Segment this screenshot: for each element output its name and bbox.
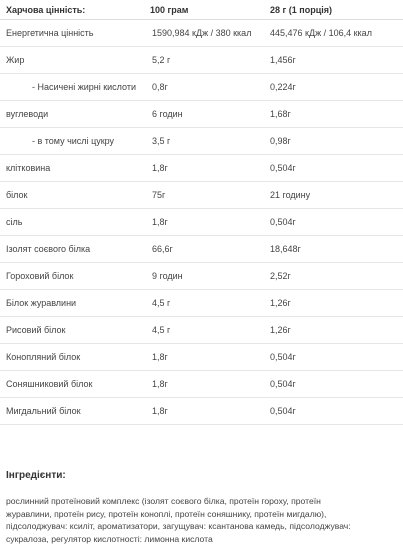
value-per-100g: 1,8г (144, 371, 264, 398)
value-per-serving: 18,648г (264, 236, 403, 263)
nutrient-name: Рисовий білок (0, 317, 144, 344)
value-per-100g: 1,8г (144, 209, 264, 236)
value-per-100g: 1,8г (144, 398, 264, 425)
value-per-serving: 1,68г (264, 101, 403, 128)
table-row (0, 236, 403, 263)
value-per-100g: 1590,984 кДж / 380 ккал (144, 20, 264, 47)
value-per-100g: 9 годин (144, 263, 264, 290)
ingredients-line: рослинний протеїновий комплекс (ізолят соєвого білка, протеїн гороху, протеїн (6, 496, 321, 506)
table-row (0, 128, 403, 155)
nutrient-name: сіль (0, 209, 144, 236)
table-row (0, 74, 403, 101)
value-per-serving: 2,52г (264, 263, 403, 290)
value-per-100g: 1,8г (144, 344, 264, 371)
ingredients-section (6, 470, 398, 545)
value-per-serving: 0,224г (264, 74, 403, 101)
header-nutrition: Харчова цінність: (0, 0, 144, 20)
table-row (0, 263, 403, 290)
value-per-serving: 0,504г (264, 398, 403, 425)
nutrient-name: вуглеводи (0, 101, 144, 128)
value-per-100g: 75г (144, 182, 264, 209)
nutrient-name: Конопляний білок (0, 344, 144, 371)
value-per-100g: 4,5 г (144, 317, 264, 344)
value-per-100g: 6 годин (144, 101, 264, 128)
table-row (0, 101, 403, 128)
table-header-row (0, 0, 403, 20)
value-per-100g: 5,2 г (144, 47, 264, 74)
nutrient-name: Енергетична цінність (0, 20, 144, 47)
nutrient-name: - в тому числі цукру (0, 128, 144, 155)
table-row (0, 371, 403, 398)
value-per-100g: 0,8г (144, 74, 264, 101)
value-per-serving: 1,26г (264, 290, 403, 317)
header-per-100g: 100 грам (144, 0, 264, 20)
ingredients-line: сукралоза, регулятор кислотності: лимонна кислота (6, 533, 213, 544)
table-row (0, 182, 403, 209)
table-row (0, 209, 403, 236)
nutrient-name: - Насичені жирні кислоти (0, 74, 144, 101)
value-per-serving: 0,504г (264, 344, 403, 371)
value-per-100g: 66,6г (144, 236, 264, 263)
nutrient-name: Мигдальний білок (0, 398, 144, 425)
table-row (0, 290, 403, 317)
ingredients-text (6, 495, 398, 545)
nutrient-name: Жир (0, 47, 144, 74)
value-per-serving: 0,98г (264, 128, 403, 155)
nutrient-name: Соняшниковий білок (0, 371, 144, 398)
value-per-serving: 445,476 кДж / 106,4 ккал (264, 20, 403, 47)
ingredients-line: підсолоджувач: ксиліт, ароматизатори, загущувач: ксантанова камедь, підсолоджувач: (6, 521, 351, 532)
value-per-100g: 1,8г (144, 155, 264, 182)
value-per-serving: 0,504г (264, 209, 403, 236)
nutrient-name: Ізолят соєвого білка (0, 236, 144, 263)
table-row (0, 20, 403, 47)
ingredients-line: журавлини, протеїн рису, протеїн коноплі, протеїн соняшнику, протеїн мигдалю), (6, 508, 327, 519)
value-per-serving: 0,504г (264, 371, 403, 398)
nutrient-name: Гороховий білок (0, 263, 144, 290)
value-per-serving: 21 годину (264, 182, 403, 209)
value-per-serving: 1,456г (264, 47, 403, 74)
value-per-serving: 1,26г (264, 317, 403, 344)
table-row (0, 47, 403, 74)
nutrient-name: клітковина (0, 155, 144, 182)
value-per-100g: 3,5 г (144, 128, 264, 155)
table-row (0, 155, 403, 182)
ingredients-title: Інгредієнти: (6, 470, 66, 481)
nutrient-name: Білок журавлини (0, 290, 144, 317)
header-per-serving: 28 г (1 порція) (264, 0, 403, 20)
value-per-serving: 0,504г (264, 155, 403, 182)
table-row (0, 317, 403, 344)
nutrient-name: білок (0, 182, 144, 209)
table-row (0, 344, 403, 371)
value-per-100g: 4,5 г (144, 290, 264, 317)
table-row (0, 398, 403, 425)
